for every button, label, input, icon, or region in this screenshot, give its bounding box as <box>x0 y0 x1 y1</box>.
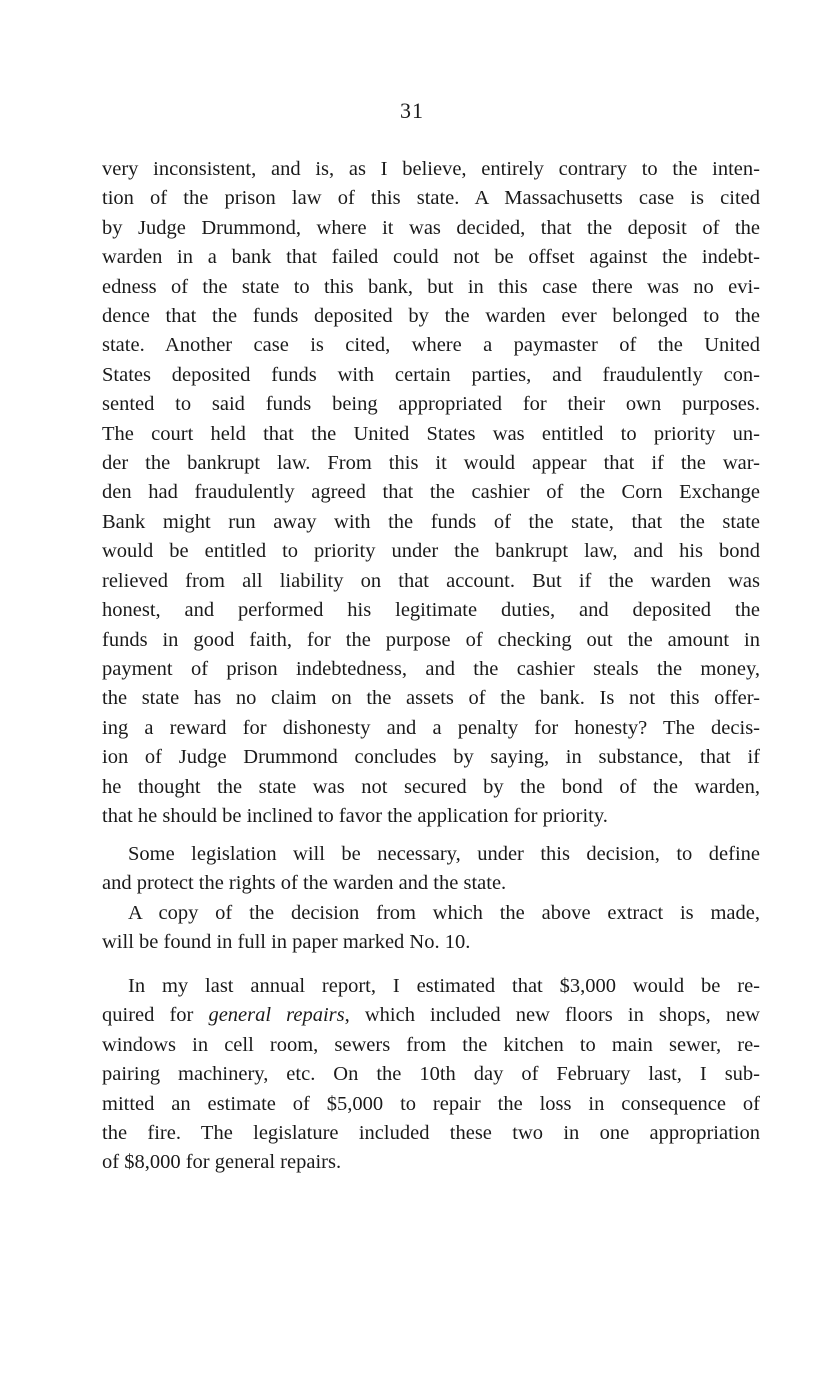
text-line: der the bankrupt law. From this it would appear that if the war- <box>102 452 760 475</box>
text-line: In my last annual report, I estimated that $3,000 would be re- <box>128 975 760 997</box>
text-line: ing a reward for dishonesty and a penalty for honesty? The decis- <box>102 716 760 739</box>
paragraph-legislation <box>102 840 760 958</box>
text-line: funds in good faith, for the purpose of checking out the amount in <box>102 628 760 651</box>
text-line: Some legislation will be necessary, under this decision, to define <box>128 843 760 865</box>
text-line: payment of prison indebtedness, and the cashier steals the money, <box>102 657 760 680</box>
text-segment: quired for <box>102 1004 209 1027</box>
text-line: and protect the rights of the warden and the state. <box>102 872 507 895</box>
text-line: Bank might run away with the funds of the state, that the state <box>102 510 760 533</box>
text-line: States deposited funds with certain parties, and fraudulently con- <box>102 363 760 386</box>
text-line: honest, and performed his legitimate duties, and deposited the <box>102 599 760 622</box>
page-number: 31 <box>400 98 424 123</box>
text-line: the state has no claim on the assets of the bank. Is not this offer- <box>102 687 760 710</box>
text-line: sented to said funds being appropriated for their own purposes. <box>102 393 760 416</box>
text-line: windows in cell room, sewers from the kitchen to main sewer, re- <box>102 1033 760 1056</box>
text-line <box>102 1001 760 1030</box>
text-segment: , which included new floors in shops, new <box>344 1004 760 1027</box>
text-line: will be found in full in paper marked No. 10. <box>102 931 471 954</box>
text-line: edness of the state to this bank, but in this case there was no evi- <box>102 275 760 298</box>
paragraph-priority-decision <box>102 155 760 831</box>
text-line: that he should be inclined to favor the application for priority. <box>102 804 608 827</box>
text-line: would be entitled to priority under the bankrupt law, and his bond <box>102 540 760 563</box>
text-line: the fire. The legislature included these two in one appropriation <box>102 1122 760 1145</box>
text-line: by Judge Drummond, where it was decided, that the deposit of the <box>102 216 760 239</box>
text-line: pairing machinery, etc. On the 10th day of February last, I sub- <box>102 1063 760 1086</box>
text-line: very inconsistent, and is, as I believe, entirely contrary to the inten- <box>102 158 760 180</box>
text-line: ion of Judge Drummond concludes by saying, in substance, that if <box>102 746 760 769</box>
text-line: of $8,000 for general repairs. <box>102 1151 342 1174</box>
text-line: he thought the state was not secured by the bond of the warden, <box>102 775 760 798</box>
emphasized-text: general repairs <box>208 1004 345 1027</box>
text-line: mitted an estimate of $5,000 to repair the loss in consequence of <box>102 1092 760 1115</box>
text-line: state. Another case is cited, where a paymaster of the United <box>102 334 760 357</box>
text-line: den had fraudulently agreed that the cashier of the Corn Exchange <box>102 481 760 504</box>
text-line: warden in a bank that failed could not be offset against the indebt- <box>102 246 760 269</box>
text-line: A copy of the decision from which the above extract is made, <box>128 901 760 924</box>
text-line: relieved from all liability on that account. But if the warden was <box>102 569 760 592</box>
paragraph-general-repairs <box>102 972 760 1178</box>
text-line: dence that the funds deposited by the warden ever belonged to the <box>102 305 760 328</box>
text-line: The court held that the United States was entitled to priority un- <box>102 422 760 445</box>
text-line: tion of the prison law of this state. A Massachusetts case is cited <box>102 187 760 210</box>
